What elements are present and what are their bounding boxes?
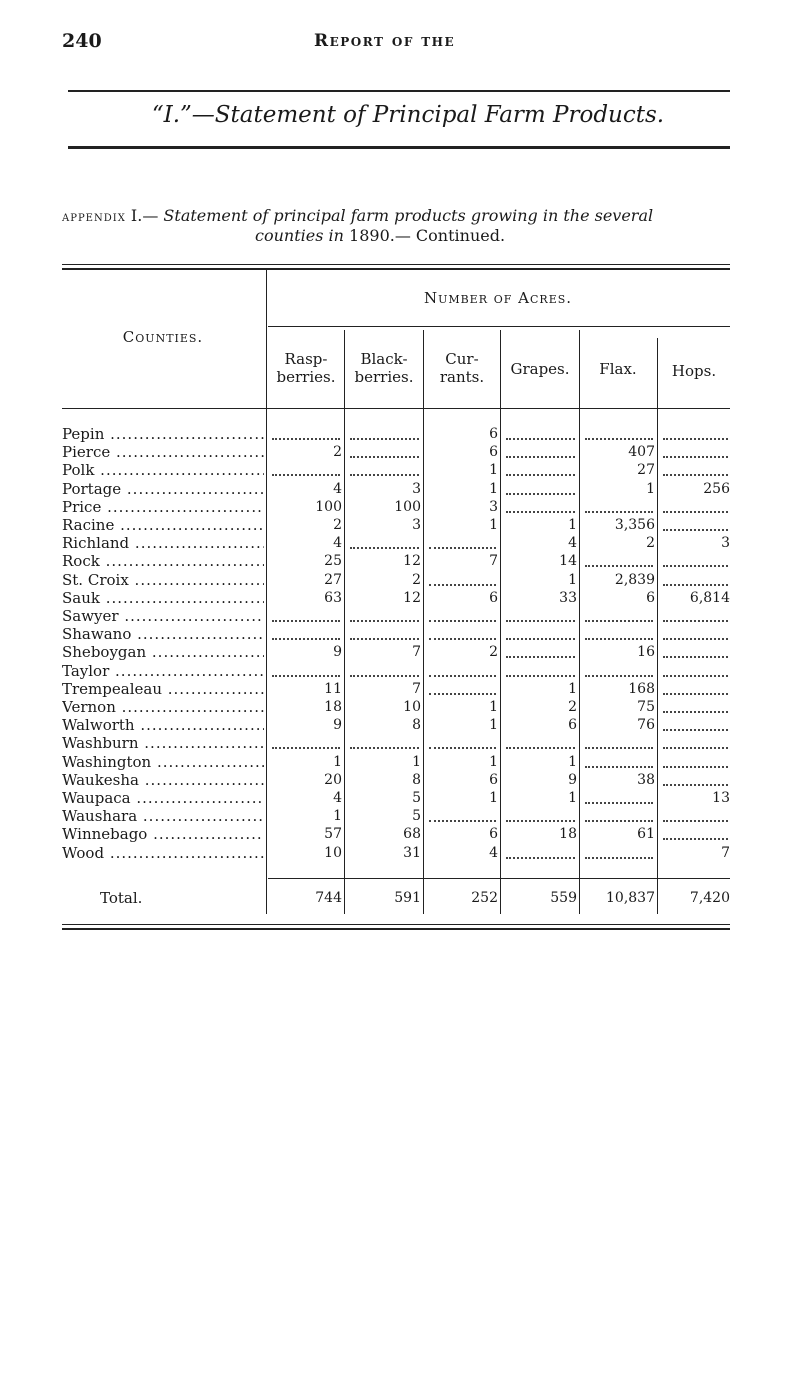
leader-dots xyxy=(506,422,575,440)
cell-currants: 1 xyxy=(489,790,498,806)
leader-dots xyxy=(585,495,653,513)
cell-blackberries: 5 xyxy=(412,808,421,825)
total-row xyxy=(0,889,802,907)
leader-dots xyxy=(585,549,653,567)
leader-dots xyxy=(663,822,728,840)
county-name: Trempealeau ..... xyxy=(62,680,264,698)
cell-raspberries: 1 xyxy=(333,753,342,770)
leader-dots xyxy=(350,422,419,440)
leader-dots xyxy=(585,604,653,622)
county-name: Waupaca ..... xyxy=(62,789,264,807)
leader-dots xyxy=(350,531,419,549)
banner-rule xyxy=(68,146,730,149)
cell-currants: 1 xyxy=(489,480,498,497)
cell-flax: 6 xyxy=(646,589,655,606)
cell-blackberries: 12 xyxy=(403,553,421,570)
cell-raspberries: 2 xyxy=(333,444,342,461)
county-name: Pepin ..... xyxy=(62,425,264,443)
caption-italic-a: Statement of principal farm products growing in the several xyxy=(163,206,654,225)
leader-dots xyxy=(506,458,575,476)
leader-dots xyxy=(506,477,575,495)
cell-currants: 3 xyxy=(489,498,498,515)
leader-dots xyxy=(429,659,496,677)
leader-dots xyxy=(585,804,653,822)
leader-dots xyxy=(506,495,575,513)
col-header-grapes-line1: Grapes. xyxy=(510,360,570,378)
leader-dots xyxy=(663,604,728,622)
cell-raspberries: 27 xyxy=(324,571,342,588)
leader-dots xyxy=(663,495,728,513)
leader-dots xyxy=(663,568,728,586)
total-raspberries: 744 xyxy=(315,890,342,906)
cell-blackberries: 1 xyxy=(412,753,421,770)
table-top-rule xyxy=(62,264,730,265)
col-header-grapes xyxy=(501,360,579,378)
table-bottom-rule-2 xyxy=(62,928,730,930)
cell-hops: 7 xyxy=(721,844,730,861)
cell-currants: 2 xyxy=(489,644,498,661)
cell-blackberries: 8 xyxy=(412,717,421,734)
leader-dots xyxy=(272,458,340,476)
leader-dots xyxy=(506,731,575,749)
county-name: Walworth ..... xyxy=(62,716,264,734)
leader-dots xyxy=(585,731,653,749)
cell-blackberries: 10 xyxy=(403,699,421,715)
cell-raspberries: 2 xyxy=(333,517,342,533)
cell-grapes: 1 xyxy=(568,680,577,697)
cell-grapes: 1 xyxy=(568,571,577,588)
leader-dots xyxy=(663,458,728,476)
county-name: Waushara ..... xyxy=(62,807,264,825)
cell-flax: 2 xyxy=(646,535,655,552)
leader-dots xyxy=(429,731,496,749)
leader-dots xyxy=(663,768,728,786)
cell-currants: 1 xyxy=(489,462,498,479)
leader-dots xyxy=(585,750,653,768)
county-name: Shawano ..... xyxy=(62,625,264,643)
county-name: Racine ..... xyxy=(62,516,264,534)
cell-hops: 256 xyxy=(703,480,730,497)
leader-dots xyxy=(429,804,496,822)
cell-currants: 6 xyxy=(489,771,498,788)
cell-hops: 3 xyxy=(721,535,730,552)
county-name: Waukesha ..... xyxy=(62,771,264,789)
leader-dots xyxy=(429,604,496,622)
cell-raspberries: 57 xyxy=(324,826,342,843)
cell-blackberries: 68 xyxy=(403,826,421,843)
leader-dots xyxy=(663,731,728,749)
banner-title: “I.”—Statement of Principal Farm Products. xyxy=(151,102,665,128)
leader-dots xyxy=(506,622,575,640)
cell-currants: 6 xyxy=(489,426,498,442)
leader-dots xyxy=(585,622,653,640)
cell-raspberries: 11 xyxy=(324,680,342,697)
cell-flax: 27 xyxy=(637,462,655,479)
cell-raspberries: 25 xyxy=(324,553,342,570)
cell-grapes: 1 xyxy=(568,753,577,770)
running-head: Report of the xyxy=(314,31,456,51)
total-blackberries: 591 xyxy=(394,890,421,906)
col-header-raspberries-line1: Rasp- xyxy=(284,350,328,368)
counties-header: Counties. xyxy=(122,328,204,346)
cell-flax: 3,356 xyxy=(614,517,655,533)
page-number: 240 xyxy=(62,30,102,52)
top-rule xyxy=(68,90,730,92)
col-header-raspberries xyxy=(268,350,344,386)
cell-hops: 6,814 xyxy=(689,589,730,606)
cell-raspberries: 1 xyxy=(333,808,342,825)
leader-dots xyxy=(663,422,728,440)
cell-currants: 6 xyxy=(489,589,498,606)
cell-blackberries: 31 xyxy=(403,844,421,861)
cell-raspberries: 4 xyxy=(333,480,342,497)
cell-blackberries: 2 xyxy=(412,571,421,588)
total-label: Total. xyxy=(100,889,143,907)
col-header-hops xyxy=(658,362,730,380)
cell-raspberries: 9 xyxy=(333,644,342,661)
cell-grapes: 1 xyxy=(568,790,577,806)
leader-dots xyxy=(429,568,496,586)
col-header-currants-line2: rants. xyxy=(439,368,485,386)
leader-dots xyxy=(663,640,728,658)
col-header-flax-line1: Flax. xyxy=(599,360,637,378)
col-header-blackberries-line1: Black- xyxy=(360,350,408,368)
leader-dots xyxy=(429,677,496,695)
cell-hops: 13 xyxy=(712,790,730,806)
total-hops: 7,420 xyxy=(689,890,730,906)
total-currants: 252 xyxy=(471,890,498,906)
cell-currants: 1 xyxy=(489,753,498,770)
leader-dots xyxy=(663,750,728,768)
cell-currants: 1 xyxy=(489,699,498,715)
cell-blackberries: 100 xyxy=(394,498,421,515)
leader-dots xyxy=(272,622,340,640)
caption-numeral: I.— xyxy=(125,206,159,225)
col-header-currants-line1: Cur- xyxy=(445,350,479,368)
cell-grapes: 4 xyxy=(568,535,577,552)
leader-dots xyxy=(663,677,728,695)
leader-dots xyxy=(350,622,419,640)
leader-dots xyxy=(429,622,496,640)
cell-raspberries: 9 xyxy=(333,717,342,734)
leader-dots xyxy=(663,513,728,531)
table-row xyxy=(0,844,802,862)
leader-dots xyxy=(506,640,575,658)
county-name: Vernon ..... xyxy=(62,698,264,716)
leader-dots xyxy=(585,786,653,804)
leader-dots xyxy=(350,659,419,677)
cell-flax: 75 xyxy=(637,699,655,715)
cell-currants: 4 xyxy=(489,844,498,861)
cell-raspberries: 10 xyxy=(324,844,342,861)
cell-blackberries: 7 xyxy=(412,680,421,697)
leader-dots xyxy=(585,841,653,859)
cell-flax: 2,839 xyxy=(614,571,655,588)
cell-grapes: 33 xyxy=(559,589,577,606)
leader-dots xyxy=(506,804,575,822)
table-row xyxy=(0,771,802,789)
total-flax: 10,837 xyxy=(606,890,655,906)
col-header-blackberries xyxy=(345,350,423,386)
table-bottom-rule xyxy=(62,924,730,925)
county-name: Portage ..... xyxy=(62,480,264,498)
caption-lead: appendix xyxy=(62,209,126,225)
county-name: Sheboygan ..... xyxy=(62,643,264,661)
county-name: Taylor ..... xyxy=(62,662,264,680)
leader-dots xyxy=(272,659,340,677)
leader-dots xyxy=(350,604,419,622)
leader-dots xyxy=(272,731,340,749)
leader-dots xyxy=(506,841,575,859)
col-header-currants xyxy=(424,350,500,386)
group-header: Number of Acres. xyxy=(423,289,573,307)
table-top-rule-2 xyxy=(62,268,730,270)
leader-dots xyxy=(272,422,340,440)
leader-dots xyxy=(350,731,419,749)
leader-dots xyxy=(663,622,728,640)
cell-currants: 1 xyxy=(489,517,498,533)
cell-currants: 6 xyxy=(489,826,498,843)
county-name: Washington ..... xyxy=(62,753,264,771)
cell-flax: 168 xyxy=(628,680,655,697)
cell-currants: 7 xyxy=(489,553,498,570)
col-header-flax xyxy=(580,360,656,378)
leader-dots xyxy=(663,549,728,567)
table-caption-line2 xyxy=(255,226,505,245)
caption-year: 1890.— Continued. xyxy=(343,226,506,245)
cell-flax: 61 xyxy=(637,826,655,843)
cell-grapes: 14 xyxy=(559,553,577,570)
county-name: Rock ..... xyxy=(62,552,264,570)
leader-dots xyxy=(585,659,653,677)
cell-raspberries: 18 xyxy=(324,699,342,715)
cell-grapes: 18 xyxy=(559,826,577,843)
cell-raspberries: 4 xyxy=(333,535,342,552)
leader-dots xyxy=(272,604,340,622)
county-name: Price ..... xyxy=(62,498,264,516)
table-row xyxy=(0,461,802,479)
group-header-rule xyxy=(268,326,730,327)
cell-currants: 6 xyxy=(489,444,498,461)
leader-dots xyxy=(663,713,728,731)
leader-dots xyxy=(350,458,419,476)
cell-flax: 76 xyxy=(637,717,655,734)
cell-blackberries: 3 xyxy=(412,480,421,497)
cell-raspberries: 63 xyxy=(324,589,342,606)
leader-dots xyxy=(350,440,419,458)
cell-flax: 16 xyxy=(637,644,655,661)
county-name: Sawyer ..... xyxy=(62,607,264,625)
leader-dots xyxy=(506,440,575,458)
leader-dots xyxy=(506,659,575,677)
county-name: Wood ..... xyxy=(62,844,264,862)
cell-grapes: 6 xyxy=(568,717,577,734)
cell-flax: 407 xyxy=(628,444,655,461)
cell-flax: 1 xyxy=(646,480,655,497)
cell-raspberries: 20 xyxy=(324,771,342,788)
county-name: Polk ..... xyxy=(62,461,264,479)
cell-grapes: 2 xyxy=(568,699,577,715)
table-row xyxy=(0,825,802,843)
county-name: Pierce ..... xyxy=(62,443,264,461)
leader-dots xyxy=(585,422,653,440)
county-name: Washburn ..... xyxy=(62,734,264,752)
county-name: Winnebago ..... xyxy=(62,825,264,843)
col-header-raspberries-line2: berries. xyxy=(276,368,336,386)
cell-grapes: 1 xyxy=(568,517,577,533)
leader-dots xyxy=(663,659,728,677)
cell-flax: 38 xyxy=(637,771,655,788)
leader-dots xyxy=(429,531,496,549)
caption-italic-b: counties in xyxy=(255,226,344,245)
col-header-blackberries-line2: berries. xyxy=(354,368,414,386)
cell-blackberries: 8 xyxy=(412,771,421,788)
col-header-hops-line1: Hops. xyxy=(671,362,717,380)
county-name: Richland ..... xyxy=(62,534,264,552)
totals-rule xyxy=(268,878,730,879)
county-name: Sauk ..... xyxy=(62,589,264,607)
cell-blackberries: 5 xyxy=(412,790,421,806)
header-bottom-rule xyxy=(62,408,730,409)
cell-grapes: 9 xyxy=(568,771,577,788)
cell-raspberries: 100 xyxy=(315,498,342,515)
cell-blackberries: 12 xyxy=(403,589,421,606)
table-caption xyxy=(62,206,653,225)
table-row xyxy=(0,571,802,589)
leader-dots xyxy=(663,804,728,822)
total-grapes: 559 xyxy=(550,890,577,906)
county-name: St. Croix ..... xyxy=(62,571,264,589)
cell-currants: 1 xyxy=(489,717,498,734)
cell-blackberries: 7 xyxy=(412,644,421,661)
leader-dots xyxy=(663,695,728,713)
cell-raspberries: 4 xyxy=(333,790,342,806)
leader-dots xyxy=(506,604,575,622)
leader-dots xyxy=(663,440,728,458)
cell-blackberries: 3 xyxy=(412,517,421,533)
